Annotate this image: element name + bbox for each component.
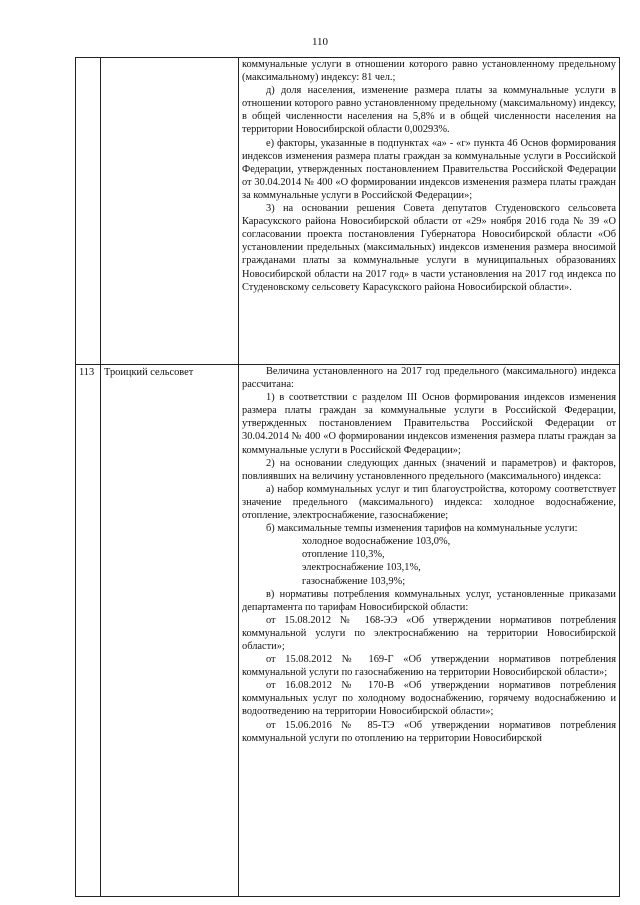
paragraph: а) набор коммунальных услуг и тип благоустройства, которому соответствует значение предельного (максимального) индекса: холодное водоснабжение, отопление, электроснабжение, газоснабжение; — [242, 483, 616, 522]
justification-cell — [239, 365, 620, 897]
paragraph: б) максимальные темпы изменения тарифов на коммунальные услуги: — [266, 523, 578, 535]
tariff-list-item: холодное водоснабжение 103,0%, — [302, 536, 451, 548]
page-number: 110 — [311, 36, 329, 48]
row-number-cell — [76, 58, 101, 365]
paragraph: д) доля населения, изменение размера платы за коммунальные услуги в отношении которого равно установленному предельному (максимальному) индексу, в общей численности населения на 5,8% и в общей численности населения на территории Новосибирской области 0,00293%. — [242, 85, 616, 136]
document-table — [75, 57, 620, 897]
table-row — [76, 365, 620, 897]
paragraph: от 16.08.2012 № 170-В «Об утверждении нормативов потребления коммунальных услуг по холодному водоснабжению, горячему водоснабжению и водоотведению на территории Новосибирской области»; — [242, 680, 616, 718]
paragraph: 2) на основании следующих данных (значений и параметров) и факторов, повлиявших на величину установленного предельного (максимального) индекса: — [242, 457, 616, 482]
justification-cell — [239, 58, 620, 365]
row-number-cell: 113 — [76, 365, 101, 897]
paragraph: 1) в соответствии с разделом III Основ формирования индексов изменения размера платы граждан за коммунальные услуги в Российской Федерации, утвержденных постановлением Правительства Российской Федерации от 30.04.2014 № 400 «О формировании индексов изменения размера платы граждан за коммунальные услуги в Российской Федерации»; — [242, 392, 616, 456]
paragraph: от 15.08.2012 № 168-ЭЭ «Об утверждении нормативов потребления коммунальной услуги по электроснабжению на территории Новосибирской области»; — [242, 614, 616, 652]
tariff-list-item: отопление 110,3%, — [302, 549, 385, 561]
paragraph: 3) на основании решения Совета депутатов Студеновского сельсовета Карасукского района Новосибирской области от «29» ноября 2016 года № 39 «О согласовании проекта постановления Губернатора Новосибирской области «Об установлении предельных (максимальных) индексов изменения размера вносимой гражданами платы за коммунальные услуги в муниципальных образованиях Новосибирской области на 2017 год» в части установления на 2017 год индекса по Студеновскому сельсовету Карасукского района Новосибирской области». — [242, 203, 616, 293]
tariff-list-item: газоснабжение 103,9%; — [302, 575, 406, 587]
paragraph: коммунальные услуги в отношении которого равно установленному предельному (максимальному) индексу: 81 чел.; — [242, 59, 616, 84]
municipality-name-cell — [101, 58, 239, 365]
tariff-list-item: электроснабжение 103,1%, — [302, 562, 421, 574]
municipality-name-cell: Троицкий сельсовет — [101, 365, 239, 897]
paragraph: от 15.06.2016 № 85-ТЭ «Об утверждении нормативов потребления коммунальной услуги по отоплению на территории Новосибирской — [242, 719, 616, 744]
table-row — [76, 58, 620, 365]
paragraph: е) факторы, указанные в подпунктах «а» - «г» пункта 46 Основ формирования индексов изменения размера платы граждан за коммунальные услуги в Российской Федерации, утвержденных постановлением Правительства Российской Федерации от 30.04.2014 № 400 «О формировании индексов изменения размера платы граждан за коммунальные услуги в Российской Федерации»; — [242, 137, 616, 201]
paragraph: от 15.08.2012 № 169-Г «Об утверждении нормативов потребления коммунальной услуги по газоснабжению на территории Новосибирской области»; — [242, 654, 616, 679]
paragraph: в) нормативы потребления коммунальных услуг, установленные приказами департамента по тарифам Новосибирской области: — [242, 588, 616, 613]
paragraph: Величина установленного на 2017 год предельного (максимального) индекса рассчитана: — [242, 366, 616, 391]
